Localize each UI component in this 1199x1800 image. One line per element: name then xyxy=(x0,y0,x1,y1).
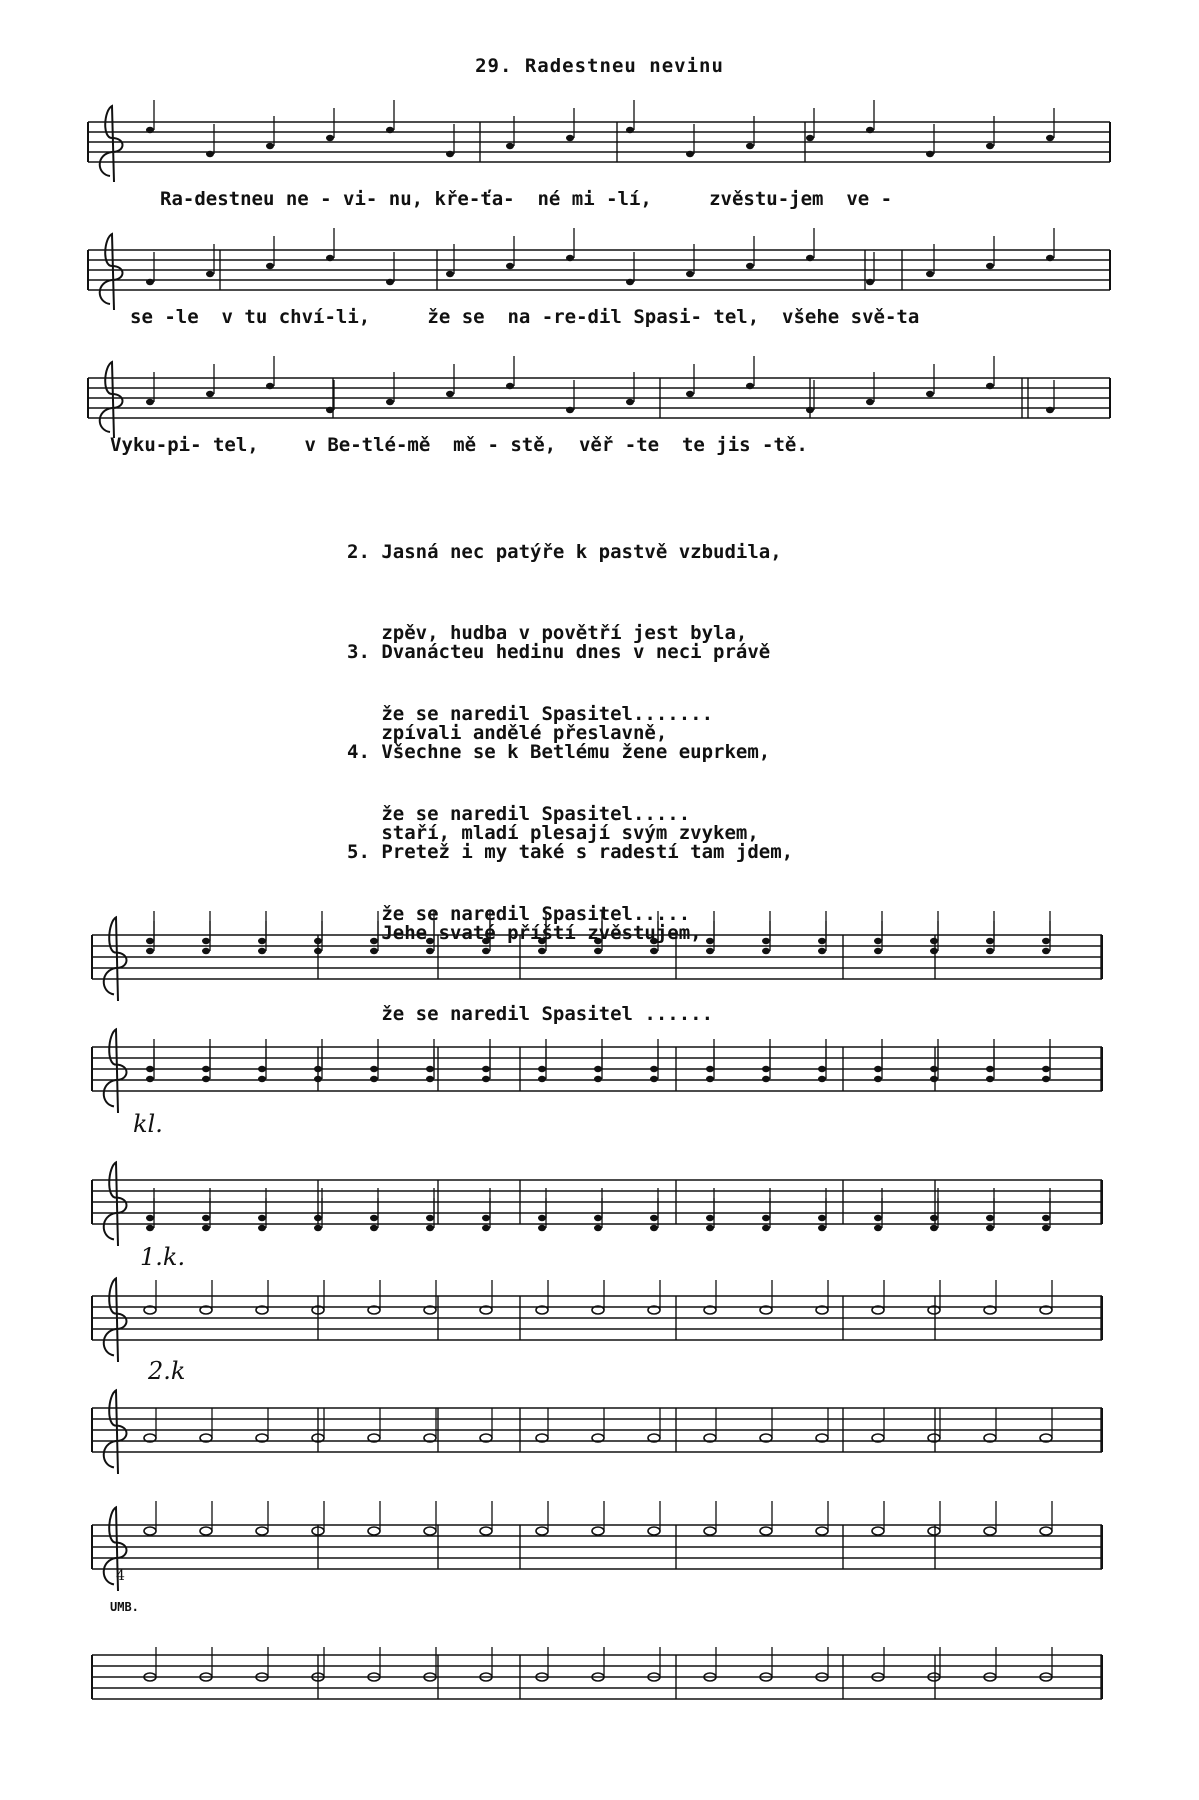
note-head xyxy=(370,1076,378,1082)
note-head xyxy=(538,1076,546,1082)
note-head xyxy=(146,1076,154,1082)
note-head xyxy=(146,399,154,405)
note-head xyxy=(626,127,634,133)
note-head xyxy=(872,1527,884,1535)
note-head xyxy=(984,1527,996,1535)
note-head xyxy=(594,1225,602,1231)
note-head xyxy=(202,1066,210,1072)
note-head xyxy=(144,1527,156,1535)
note-head xyxy=(746,143,754,149)
note-head xyxy=(146,1225,154,1231)
note-head xyxy=(706,1066,714,1072)
note-head xyxy=(386,127,394,133)
note-head xyxy=(626,399,634,405)
lyric-line-1: Ra-destneu ne - vi- nu, kře-ťa- né mi -lí, zvěstu-jem ve - xyxy=(160,188,893,210)
note-head xyxy=(370,1215,378,1221)
note-head xyxy=(926,271,934,277)
note-head xyxy=(806,407,814,413)
verse-line: staří, mladí plesají svým zvykem, xyxy=(347,822,759,844)
treble-clef-icon xyxy=(104,917,127,1001)
note-head xyxy=(1042,1225,1050,1231)
note-head xyxy=(986,1215,994,1221)
staff-label-4: 4 xyxy=(116,1568,125,1584)
note-head xyxy=(202,948,210,954)
note-head xyxy=(266,383,274,389)
note-head xyxy=(206,151,214,157)
note-head xyxy=(986,143,994,149)
note-head xyxy=(762,1215,770,1221)
note-head xyxy=(762,1225,770,1231)
treble-clef-icon xyxy=(104,1390,127,1474)
note-head xyxy=(426,1225,434,1231)
note-head xyxy=(746,263,754,269)
note-head xyxy=(538,1225,546,1231)
verse-line: zpěv, hudba v povětří jest byla, xyxy=(347,622,748,644)
note-head xyxy=(986,1225,994,1231)
note-head xyxy=(536,1527,548,1535)
note-head xyxy=(650,1076,658,1082)
note-head xyxy=(874,938,882,944)
note-head xyxy=(258,938,266,944)
note-head xyxy=(1042,948,1050,954)
note-head xyxy=(930,1076,938,1082)
staff-label-umb: UMB. xyxy=(110,1600,139,1614)
note-head xyxy=(370,1225,378,1231)
note-head xyxy=(762,1076,770,1082)
note-head xyxy=(370,1066,378,1072)
note-head xyxy=(314,1225,322,1231)
note-head xyxy=(686,151,694,157)
lyric-line-2: se -le v tu chví-li, že se na -re-dil Spasi- tel, všehe svě-ta xyxy=(130,306,920,328)
note-head xyxy=(314,938,322,944)
note-head xyxy=(538,1215,546,1221)
treble-clef-icon xyxy=(104,1029,127,1113)
verse-line: 4. Všechne se k Betlému žene euprkem, xyxy=(347,741,771,763)
note-head xyxy=(258,1225,266,1231)
note-head xyxy=(706,1076,714,1082)
verse-line: že se naredil Spasitel....... xyxy=(347,703,714,725)
note-head xyxy=(482,1076,490,1082)
note-head xyxy=(594,1215,602,1221)
note-head xyxy=(258,1215,266,1221)
note-head xyxy=(266,263,274,269)
note-head xyxy=(874,1215,882,1221)
verse-line: 3. Dvanácteu hedinu dnes v neci právě xyxy=(347,641,771,663)
note-head xyxy=(760,1527,772,1535)
note-head xyxy=(446,271,454,277)
note-head xyxy=(986,1076,994,1082)
note-head xyxy=(874,1076,882,1082)
treble-clef-icon xyxy=(100,106,123,182)
note-head xyxy=(1046,135,1054,141)
note-head xyxy=(986,948,994,954)
note-head xyxy=(386,399,394,405)
note-head xyxy=(146,279,154,285)
staff-label-kl: kl. xyxy=(133,1110,163,1138)
note-head xyxy=(926,391,934,397)
note-head xyxy=(314,1215,322,1221)
note-head xyxy=(424,1527,436,1535)
note-head xyxy=(874,948,882,954)
staff-label-2k: 2.k xyxy=(148,1357,186,1385)
verse-line: zpívali andělé přeslavně, xyxy=(347,722,668,744)
note-head xyxy=(446,151,454,157)
note-head xyxy=(426,1066,434,1072)
note-head xyxy=(146,938,154,944)
note-head xyxy=(704,1527,716,1535)
note-head xyxy=(930,938,938,944)
verse-line: že se naredil Spasitel..... xyxy=(347,803,691,825)
note-head xyxy=(146,1066,154,1072)
note-head xyxy=(506,383,514,389)
lyric-line-3: Vyku-pi- tel, v Be-tlé-mě mě - stě, věř -te te jis -tě. xyxy=(110,434,808,456)
verse-line: 5. Pretež i my také s radestí tam jdem, xyxy=(347,841,794,863)
note-head xyxy=(930,948,938,954)
note-head xyxy=(816,1527,828,1535)
note-head xyxy=(818,1215,826,1221)
note-head xyxy=(986,383,994,389)
note-head xyxy=(1042,1076,1050,1082)
note-head xyxy=(482,1215,490,1221)
note-head xyxy=(594,1076,602,1082)
note-head xyxy=(986,1066,994,1072)
note-head xyxy=(930,1225,938,1231)
note-head xyxy=(866,399,874,405)
note-head xyxy=(706,1225,714,1231)
note-head xyxy=(266,143,274,149)
note-head xyxy=(1042,938,1050,944)
note-head xyxy=(206,391,214,397)
note-head xyxy=(818,1076,826,1082)
verse-line: že se naredil Spasitel ...... xyxy=(347,1003,714,1025)
note-head xyxy=(326,255,334,261)
note-head xyxy=(482,1066,490,1072)
verse-line: 2. Jasná nec patýře k pastvě vzbudila, xyxy=(347,541,782,563)
note-head xyxy=(506,263,514,269)
note-head xyxy=(818,948,826,954)
note-head xyxy=(930,1066,938,1072)
note-head xyxy=(1042,1215,1050,1221)
note-head xyxy=(258,1076,266,1082)
note-head xyxy=(626,279,634,285)
note-head xyxy=(762,1066,770,1072)
note-head xyxy=(874,1225,882,1231)
treble-clef-icon xyxy=(104,1162,127,1246)
note-head xyxy=(566,407,574,413)
note-head xyxy=(650,1066,658,1072)
note-head xyxy=(592,1527,604,1535)
note-head xyxy=(368,1527,380,1535)
note-head xyxy=(146,948,154,954)
note-head xyxy=(866,279,874,285)
note-head xyxy=(686,271,694,277)
note-head xyxy=(326,135,334,141)
note-head xyxy=(926,151,934,157)
note-head xyxy=(202,1225,210,1231)
note-head xyxy=(314,1066,322,1072)
note-head xyxy=(986,263,994,269)
note-head xyxy=(426,1215,434,1221)
note-head xyxy=(482,1225,490,1231)
note-head xyxy=(806,135,814,141)
note-head xyxy=(566,255,574,261)
note-head xyxy=(806,255,814,261)
staff-label-1k: 1.k. xyxy=(140,1243,186,1271)
note-head xyxy=(258,948,266,954)
note-head xyxy=(426,1076,434,1082)
verse-5 xyxy=(347,785,793,1055)
note-head xyxy=(480,1527,492,1535)
note-head xyxy=(706,1215,714,1221)
note-head xyxy=(314,948,322,954)
note-head xyxy=(594,1066,602,1072)
page-title: 29. Radestneu nevinu xyxy=(475,55,724,77)
verse-line: Jehe svaté příští zvěstujem, xyxy=(347,922,702,944)
note-head xyxy=(746,383,754,389)
note-head xyxy=(202,1215,210,1221)
note-head xyxy=(928,1527,940,1535)
note-head xyxy=(206,271,214,277)
verse-line: že se naredil Spasitel..... xyxy=(347,903,691,925)
note-head xyxy=(506,143,514,149)
note-head xyxy=(818,1066,826,1072)
note-head xyxy=(1040,1527,1052,1535)
note-head xyxy=(200,1527,212,1535)
note-head xyxy=(930,1215,938,1221)
note-head xyxy=(866,127,874,133)
note-head xyxy=(1046,407,1054,413)
note-head xyxy=(818,1225,826,1231)
note-head xyxy=(256,1527,268,1535)
note-head xyxy=(648,1527,660,1535)
note-head xyxy=(538,1066,546,1072)
note-head xyxy=(314,1076,322,1082)
treble-clef-icon xyxy=(100,362,123,438)
note-head xyxy=(566,135,574,141)
note-head xyxy=(146,1215,154,1221)
note-head xyxy=(650,1225,658,1231)
note-head xyxy=(386,279,394,285)
treble-clef-icon xyxy=(100,234,123,310)
note-head xyxy=(1042,1066,1050,1072)
note-head xyxy=(986,938,994,944)
note-head xyxy=(1046,255,1054,261)
treble-clef-icon xyxy=(104,1278,127,1362)
note-head xyxy=(202,1076,210,1082)
note-head xyxy=(326,407,334,413)
note-head xyxy=(818,938,826,944)
note-head xyxy=(686,391,694,397)
note-head xyxy=(146,127,154,133)
note-head xyxy=(446,391,454,397)
note-head xyxy=(874,1066,882,1072)
note-head xyxy=(258,1066,266,1072)
note-head xyxy=(650,1215,658,1221)
note-head xyxy=(202,938,210,944)
